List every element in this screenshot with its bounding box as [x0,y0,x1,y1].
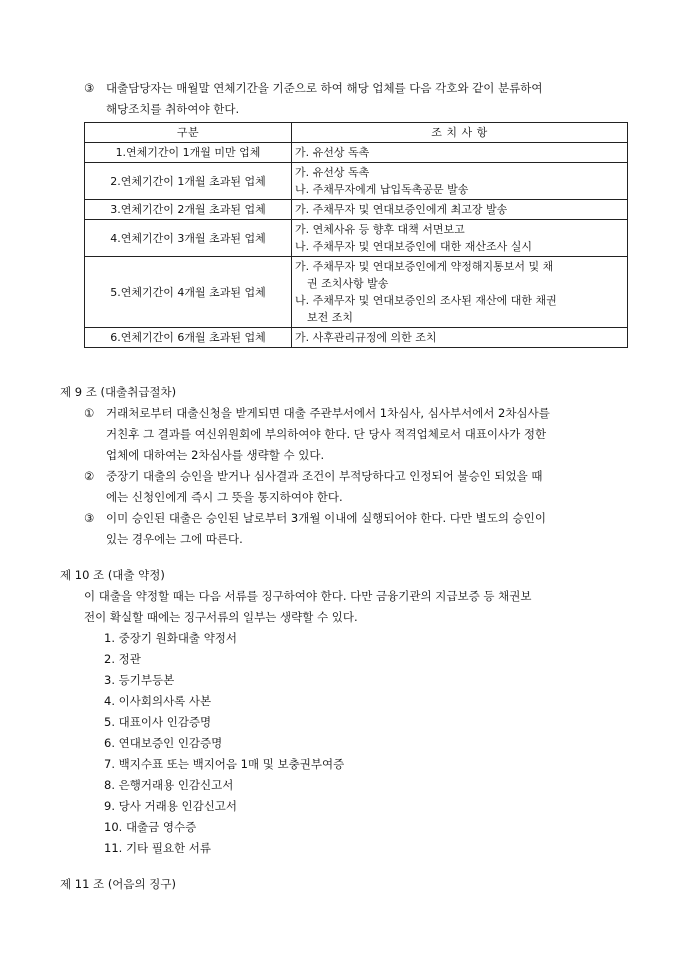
table-cell-actions: 가. 주채무자 및 연대보증인에게 최고장 발송 [292,200,628,220]
table-cell-category: 1.연체기간이 1개월 미만 업체 [85,143,292,163]
table-cell-actions: 가. 연체사유 등 향후 대책 서면보고 나. 주채무자 및 연대보증인에 대한 재산조사 실시 [292,220,628,257]
overdue-action-table [84,122,628,348]
table-cell-actions: 가. 주채무자 및 연대보증인에게 약정해지통보서 및 채 권 조치사항 발송 나. 주채무자 및 연대보증인의 조사된 재산에 대한 채권 보전 조치 [292,257,628,328]
article9-item1-line1: ① 거래처로부터 대출신청을 받게되면 대출 주관부서에서 1차심사, 심사부서에서 2차심사를 [84,406,550,420]
list-item: 5. 대표이사 인감증명 [104,715,212,729]
table-row [85,328,628,348]
article10-intro-line2: 전이 확실할 때에는 징구서류의 일부는 생략할 수 있다. [84,610,358,624]
article9-item1-line3: 업체에 대하여는 2차심사를 생략할 수 있다. [106,448,325,462]
article9-item1-line2: 거친후 그 결과를 여신위원회에 부의하여야 한다. 단 당사 적격업체로서 대표이사가 정한 [106,427,547,441]
article9-title: 제 9 조 (대출취급절차) [60,385,177,399]
list-item: 9. 당사 거래용 인감신고서 [104,799,238,813]
article9-item2-line1: ② 중장기 대출의 승인을 받거나 심사결과 조건이 부적당하다고 인정되어 불승인 되었을 때 [84,469,543,483]
article10-title: 제 10 조 (대출 약정) [60,568,165,582]
list-item: 1. 중장기 원화대출 약정서 [104,631,238,645]
para3-line2: 해당조치를 취하여야 한다. [106,102,240,116]
list-item: 4. 이사회의사록 사본 [104,694,212,708]
para3-marker: ③ [84,81,95,95]
table-cell-category: 4.연체기간이 3개월 초과된 업체 [85,220,292,257]
table-header-row [85,123,628,143]
article9-item2-line2: 에는 신청인에게 즉시 그 뜻을 통지하여야 한다. [106,490,343,504]
table-cell-category: 2.연체기간이 1개월 초과된 업체 [85,163,292,200]
list-item: 11. 기타 필요한 서류 [104,841,212,855]
table-cell-category: 5.연체기간이 4개월 초과된 업체 [85,257,292,328]
list-item: 8. 은행거래용 인감신고서 [104,778,234,792]
table-row [85,200,628,220]
article11-title: 제 11 조 (어음의 징구) [60,877,176,891]
list-item: 7. 백지수표 또는 백지어음 1매 및 보충권부여증 [104,757,345,771]
table-row [85,143,628,163]
list-item: 3. 등기부등본 [104,673,175,687]
table-row [85,220,628,257]
article10-intro-line1: 이 대출을 약정할 때는 다음 서류를 징구하여야 한다. 다만 금융기관의 지급보증 등 채권보 [84,589,532,603]
table-cell-actions: 가. 사후관리규정에 의한 조치 [292,328,628,348]
table-row [85,163,628,200]
table-row [85,257,628,328]
table-cell-actions: 가. 유선상 독촉 [292,143,628,163]
list-item: 10. 대출금 영수증 [104,820,197,834]
article9-item3-line2: 있는 경우에는 그에 따른다. [106,532,243,546]
table-header-category: 구분 [85,123,292,143]
table-cell-actions: 가. 유선상 독촉 나. 주채무자에게 납입독촉공문 발송 [292,163,628,200]
table-header-actions: 조 치 사 항 [292,123,628,143]
para3-line1: ③ 대출담당자는 매월말 연체기간을 기준으로 하여 해당 업체를 다음 각호와 같이 분류하여 [84,81,543,95]
article9-item3-line1: ③ 이미 승인된 대출은 승인된 날로부터 3개월 이내에 실행되어야 한다. 다만 별도의 승인이 [84,511,546,525]
list-item: 6. 연대보증인 인감증명 [104,736,223,750]
table-cell-category: 3.연체기간이 2개월 초과된 업체 [85,200,292,220]
table-cell-category: 6.연체기간이 6개월 초과된 업체 [85,328,292,348]
list-item: 2. 정관 [104,652,141,666]
